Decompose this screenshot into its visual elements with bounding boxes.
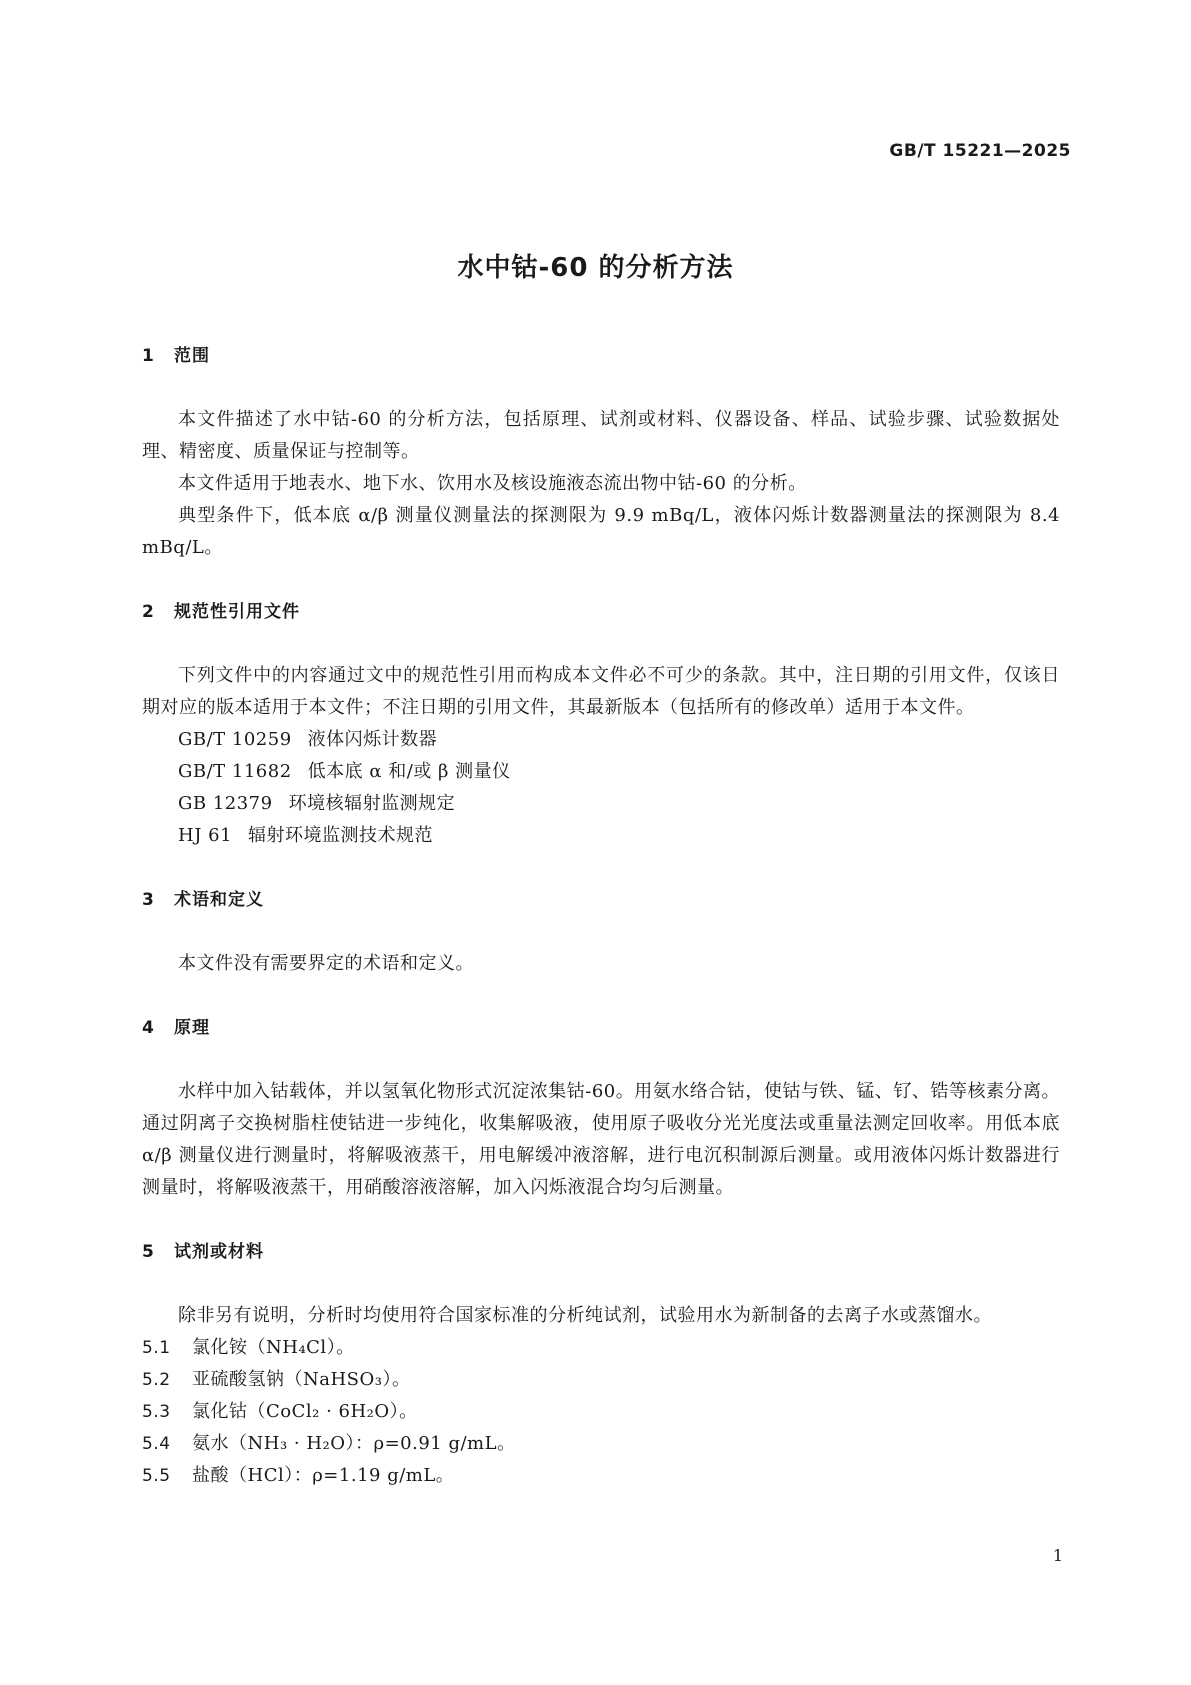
section-number: 4 <box>142 1018 155 1038</box>
item-text: 氯化钴（CoCl₂ · 6H₂O）。 <box>192 1401 418 1422</box>
section-number: 1 <box>142 346 155 366</box>
document-body <box>142 340 1060 1492</box>
section-number: 3 <box>142 890 155 910</box>
item-text: 氨水（NH₃ · H₂O）：ρ=0.91 g/mL。 <box>192 1433 516 1454</box>
reference-title: 低本底 α 和/或 β 测量仪 <box>307 761 511 782</box>
reference-code: GB/T 11682 <box>178 761 292 782</box>
item-number: 5.5 <box>142 1466 171 1486</box>
paragraph: 典型条件下，低本底 α/β 测量仪测量法的探测限为 9.9 mBq/L，液体闪烁计数器测量法的探测限为 8.4 mBq/L。 <box>142 505 1060 558</box>
reference-item <box>142 820 1060 852</box>
list-item <box>142 1396 1060 1428</box>
section-number: 2 <box>142 602 155 622</box>
section-title: 范围 <box>174 346 210 366</box>
reference-code: GB 12379 <box>178 793 273 814</box>
section-title: 术语和定义 <box>174 890 264 910</box>
paragraph: 除非另有说明，分析时均使用符合国家标准的分析纯试剂，试验用水为新制备的去离子水或蒸馏水。 <box>178 1305 992 1326</box>
reference-item <box>142 756 1060 788</box>
section-5-heading <box>142 1236 1060 1268</box>
section-2-heading <box>142 596 1060 628</box>
item-text: 盐酸（HCl）：ρ=1.19 g/mL。 <box>192 1465 455 1486</box>
reference-code: HJ 61 <box>178 825 233 846</box>
reference-title: 液体闪烁计数器 <box>307 729 438 750</box>
page-number: 1 <box>1052 1546 1063 1565</box>
paragraph: 本文件描述了水中钴-60 的分析方法，包括原理、试剂或材料、仪器设备、样品、试验步骤、试验数据处理、精密度、质量保证与控制等。 <box>142 409 1060 462</box>
paragraph: 水样中加入钴载体，并以氢氧化物形式沉淀浓集钴-60。用氨水络合钴，使钴与铁、锰、钌、锆等核素分离。通过阴离子交换树脂柱使钴进一步纯化，收集解吸液，使用原子吸收分光光度法或重量法测定回收率。用低本底 α/β 测量仪进行测量时，将解吸液蒸干，用电解缓冲液溶解，进行电沉积制源后测量。或用液体闪烁计数器进行测量时，将解吸液蒸干，用硝酸溶液溶解，加入闪烁液混合均匀后测量。 <box>142 1081 1060 1198</box>
section-3-heading <box>142 884 1060 916</box>
list-item <box>142 1460 1060 1492</box>
item-number: 5.4 <box>142 1434 171 1454</box>
reference-code: GB/T 10259 <box>178 729 292 750</box>
list-item <box>142 1332 1060 1364</box>
item-number: 5.3 <box>142 1402 171 1422</box>
standard-code: GB/T 15221—2025 <box>889 141 1071 161</box>
section-4-heading <box>142 1012 1060 1044</box>
item-number: 5.1 <box>142 1338 171 1358</box>
item-number: 5.2 <box>142 1370 171 1390</box>
reference-item <box>142 724 1060 756</box>
item-text: 氯化铵（NH₄Cl）。 <box>192 1337 355 1358</box>
list-item <box>142 1428 1060 1460</box>
section-title: 原理 <box>174 1018 210 1038</box>
reference-title: 辐射环境监测技术规范 <box>248 825 434 846</box>
list-item <box>142 1364 1060 1396</box>
paragraph: 本文件没有需要界定的术语和定义。 <box>178 953 474 974</box>
item-text: 亚硫酸氢钠（NaHSO₃）。 <box>192 1369 411 1390</box>
section-1-heading <box>142 340 1060 372</box>
reference-title: 环境核辐射监测规定 <box>288 793 456 814</box>
section-number: 5 <box>142 1242 155 1262</box>
section-title: 试剂或材料 <box>174 1242 264 1262</box>
document-title: 水中钴-60 的分析方法 <box>457 253 734 283</box>
paragraph: 下列文件中的内容通过文中的规范性引用而构成本文件必不可少的条款。其中，注日期的引用文件，仅该日期对应的版本适用于本文件；不注日期的引用文件，其最新版本（包括所有的修改单）适用于本文件。 <box>142 665 1060 718</box>
paragraph: 本文件适用于地表水、地下水、饮用水及核设施液态流出物中钴-60 的分析。 <box>178 473 807 494</box>
section-title: 规范性引用文件 <box>174 602 300 622</box>
reference-item <box>142 788 1060 820</box>
